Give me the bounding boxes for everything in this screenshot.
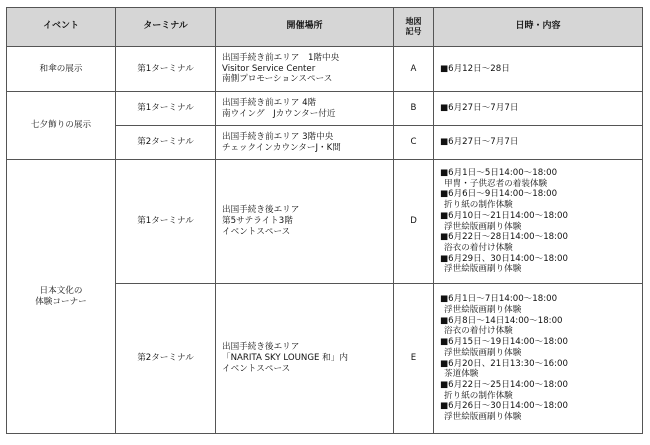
event-name-line2: 体験コーナー: [35, 296, 87, 307]
schedule-entry: [440, 189, 638, 200]
terminal: 第1ターミナル: [116, 160, 216, 284]
schedule-entry: [440, 401, 638, 412]
schedule-desc: 浴衣の着付け体験: [444, 242, 513, 253]
event-schedule-table: [6, 7, 643, 434]
schedule-entry: [440, 337, 638, 348]
schedule-date: ■6月20日、21日: [440, 358, 510, 369]
header-map-code-line2: 記号: [405, 27, 422, 36]
schedule: ■6月12日～28日: [434, 47, 643, 92]
schedule-entry: [440, 380, 638, 391]
terminal: 第2ターミナル: [116, 284, 216, 434]
schedule: ■6月27日～7月7日: [434, 92, 643, 126]
map-code: E: [394, 284, 434, 434]
venue-line: 出国手続き前エリア 3階中央: [222, 131, 334, 142]
venue-line: 出国手続き後エリア: [222, 205, 300, 216]
schedule-time: 13:30～16:00: [509, 358, 568, 369]
header-map-code-line1: 地図: [405, 17, 422, 27]
map-code: A: [394, 47, 434, 92]
table-row: [7, 92, 643, 126]
schedule-time: 14:00～18:00: [509, 337, 568, 348]
terminal: 第1ターミナル: [116, 92, 216, 126]
venue-line: 「NARITA SKY LOUNGE 和」内: [222, 353, 348, 364]
map-code: D: [394, 160, 434, 284]
header-terminal: ターミナル: [116, 8, 216, 47]
schedule-desc: 浮世絵版画刷り体験: [444, 264, 522, 275]
schedule-entry: [440, 294, 638, 305]
schedule-date: ■6月26日～30日: [440, 401, 510, 412]
schedule-date: ■6月8日～14日: [440, 315, 505, 326]
venue-line: 出国手続き前エリア 4階: [222, 97, 317, 108]
schedule-entry: [440, 168, 638, 179]
venue: [216, 92, 394, 126]
venue-line: 南ウイング Jカウンター付近: [222, 108, 336, 119]
schedule-date: ■6月15日～19日: [440, 337, 510, 348]
venue-line: イベントスペース: [222, 226, 291, 237]
header-map-code: [394, 8, 434, 47]
schedule-date: ■6月22日～25日: [440, 379, 510, 390]
venue-line: チェックインカウンターJ・K間: [222, 142, 341, 153]
event-name-line1: 日本文化の: [39, 285, 83, 296]
event-name: 和傘の展示: [7, 47, 116, 92]
header-event: イベント: [7, 8, 116, 47]
schedule: [434, 160, 643, 284]
schedule-desc: 浮世絵版画刷り体験: [444, 347, 522, 358]
schedule: [434, 284, 643, 434]
schedule: ■6月27日～7月7日: [434, 126, 643, 160]
schedule-entry: [440, 254, 638, 265]
venue-line: 出国手続き後エリア: [222, 342, 300, 353]
venue: [216, 160, 394, 284]
venue: [216, 126, 394, 160]
venue-line: イベントスペース: [222, 363, 291, 374]
schedule-time: 14:00～18:00: [509, 210, 568, 221]
schedule-date: ■6月1日～5日: [440, 167, 499, 178]
event-table-container: [6, 7, 643, 434]
map-code: C: [394, 126, 434, 160]
schedule-time: 14:00～18:00: [498, 167, 558, 178]
schedule-desc: 浮世絵版画刷り体験: [444, 304, 522, 315]
terminal: 第2ターミナル: [116, 126, 216, 160]
schedule-desc: 折り紙の制作体験: [444, 200, 513, 211]
venue-line: 南側プロモーションスペース: [222, 74, 333, 85]
venue-line: Visitor Service Center: [222, 63, 316, 74]
schedule-desc: 浮世絵版画刷り体験: [444, 412, 522, 423]
schedule-time: 14:00～18:00: [509, 401, 568, 412]
event-name: 七夕飾りの展示: [7, 92, 116, 160]
table-row: [7, 160, 643, 284]
table-row: [7, 47, 643, 92]
schedule-entry: [440, 359, 638, 370]
schedule-time: 14:00～18:00: [509, 379, 568, 390]
schedule-desc: 甲冑・子供忍者の着装体験: [444, 178, 548, 189]
header-row: [7, 8, 643, 47]
schedule-time: 14:00～18:00: [498, 189, 558, 200]
venue: [216, 47, 394, 92]
schedule-desc: 茶道体験: [444, 369, 479, 380]
header-venue: 開催場所: [216, 8, 394, 47]
schedule-time: 14:00～18:00: [498, 294, 558, 305]
schedule-date: ■6月22日～28日: [440, 232, 510, 243]
schedule-date: ■6月6日～9日: [440, 189, 499, 200]
venue: [216, 284, 394, 434]
terminal: 第1ターミナル: [116, 47, 216, 92]
header-schedule: 日時・内容: [434, 8, 643, 47]
schedule-date: ■6月10日～21日: [440, 210, 510, 221]
venue-line: 出国手続き前エリア 1階中央: [222, 52, 340, 63]
schedule-entry: [440, 211, 638, 222]
schedule-time: 14:00～18:00: [509, 232, 568, 243]
schedule-desc: 浴衣の着付け体験: [444, 326, 513, 337]
schedule-desc: 折り紙の制作体験: [444, 390, 513, 401]
schedule-desc: 浮世絵版画刷り体験: [444, 221, 522, 232]
schedule-time: 14:00～18:00: [504, 315, 563, 326]
venue-line: 第5サテライト3階: [222, 216, 293, 227]
map-code: B: [394, 92, 434, 126]
schedule-date: ■6月1日～7日: [440, 294, 499, 305]
schedule-entry: [440, 316, 638, 327]
schedule-date: ■6月29日、30日: [440, 253, 510, 264]
event-name: [7, 160, 116, 434]
schedule-time: 14:00～18:00: [509, 253, 568, 264]
schedule-entry: [440, 232, 638, 243]
